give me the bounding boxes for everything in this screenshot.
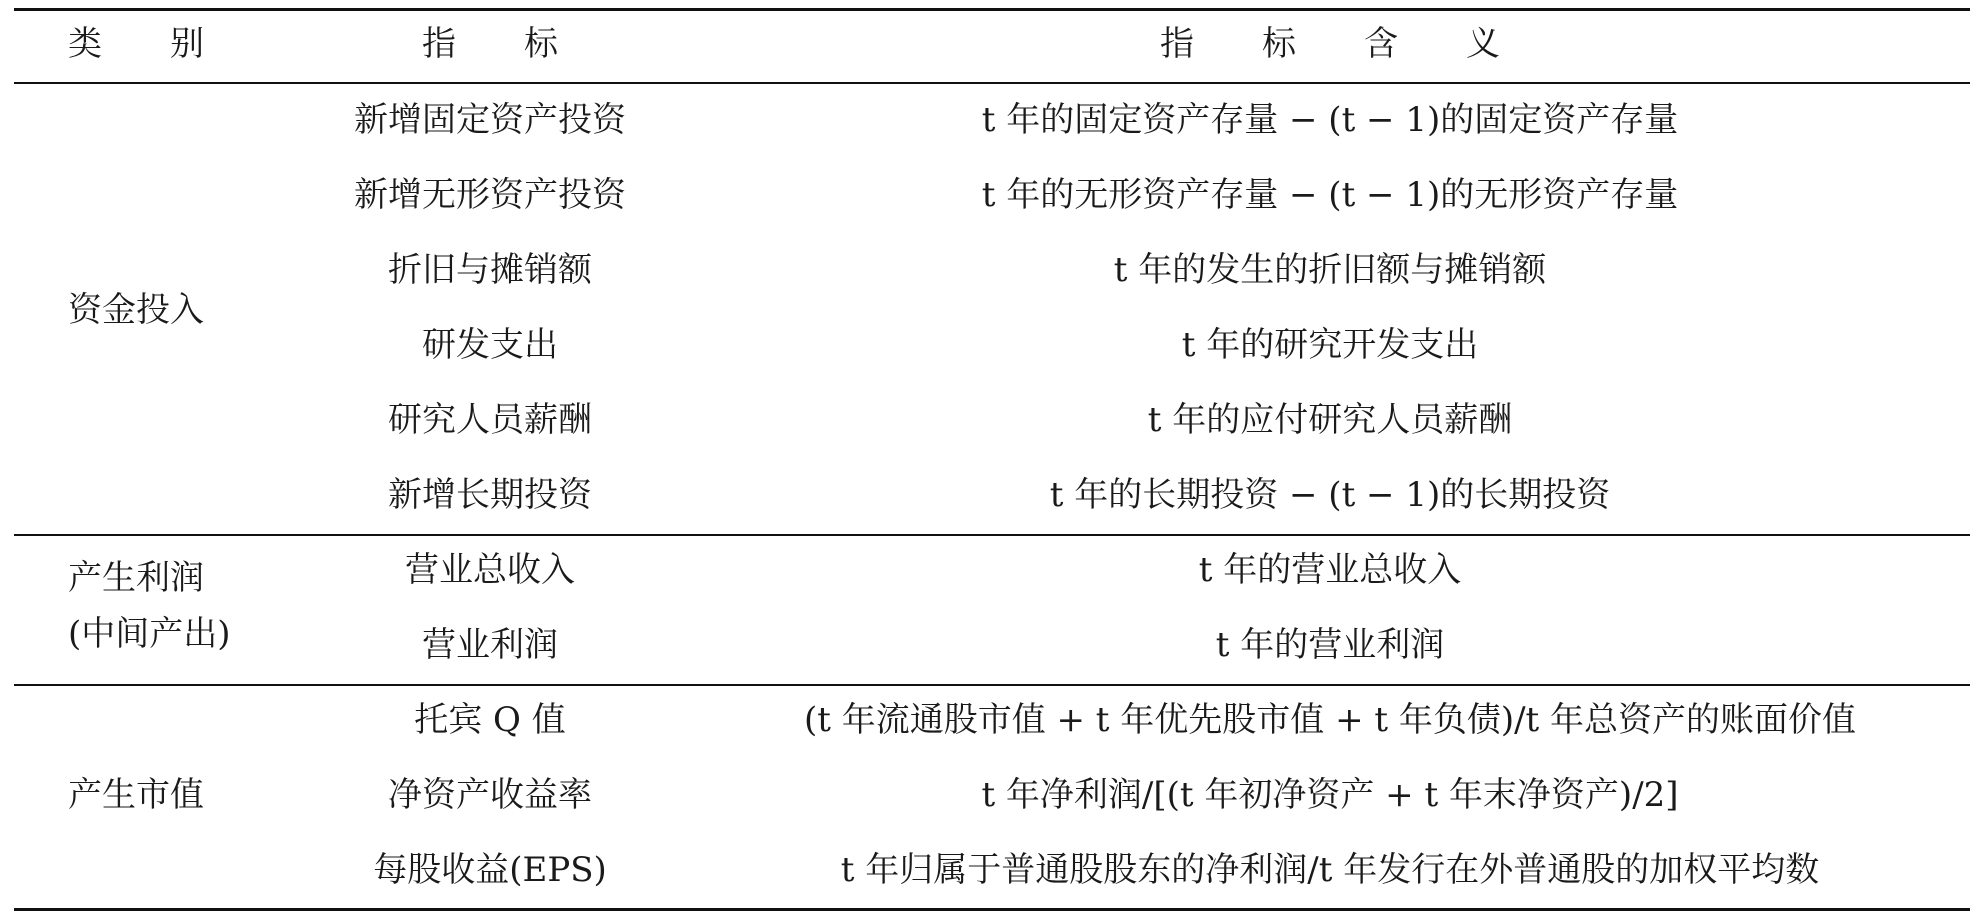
meaning-cell: t 年归属于普通股股东的净利润/t 年发行在外普通股的加权平均数 [840, 850, 1820, 890]
meaning-cell: t 年净利润/[(t 年初净资产 + t 年末净资产)/2] [981, 775, 1679, 815]
indicator-cell: 净资产收益率 [388, 775, 592, 815]
header-meaning: 指 标 含 义 [1160, 24, 1500, 64]
meaning-cell: t 年的营业利润 [1215, 625, 1445, 665]
category-market-value: 产生市值 [68, 775, 204, 815]
indicator-cell: 营业利润 [422, 625, 558, 665]
top-rule [14, 8, 1970, 11]
meaning-cell: t 年的发生的折旧额与摊销额 [1113, 250, 1547, 290]
category-profit-line-1: 产生利润 [68, 558, 204, 598]
meaning-cell: t 年的研究开发支出 [1181, 325, 1479, 365]
meaning-cell: t 年的无形资产存量 − (t − 1)的无形资产存量 [981, 175, 1679, 215]
indicator-cell: 每股收益(EPS) [373, 850, 607, 890]
header-indicator: 指 标 [422, 24, 558, 64]
header-category: 类 别 [68, 24, 204, 64]
indicator-cell: 研究人员薪酬 [388, 400, 592, 440]
meaning-cell: t 年的固定资产存量 − (t − 1)的固定资产存量 [981, 100, 1679, 140]
meaning-cell: t 年的长期投资 − (t − 1)的长期投资 [1049, 475, 1611, 515]
category-capital-input: 资金投入 [68, 290, 204, 330]
indicator-cell: 研发支出 [422, 325, 558, 365]
indicator-cell: 新增无形资产投资 [354, 175, 626, 215]
bottom-rule [14, 908, 1970, 911]
meaning-cell: t 年的应付研究人员薪酬 [1147, 400, 1513, 440]
header-rule [14, 82, 1970, 84]
category-profit-line-2: (中间产出) [68, 614, 231, 654]
meaning-cell: t 年的营业总收入 [1198, 550, 1462, 590]
indicator-cell: 托宾 Q 值 [414, 700, 566, 740]
indicator-cell: 新增固定资产投资 [354, 100, 626, 140]
group-rule-2 [14, 684, 1970, 686]
indicator-cell: 营业总收入 [405, 550, 575, 590]
group-rule-1 [14, 534, 1970, 536]
meaning-cell: (t 年流通股市值 + t 年优先股市值 + t 年负债)/t 年总资产的账面价值 [803, 700, 1857, 740]
indicator-cell: 新增长期投资 [388, 475, 592, 515]
indicator-cell: 折旧与摊销额 [388, 250, 592, 290]
